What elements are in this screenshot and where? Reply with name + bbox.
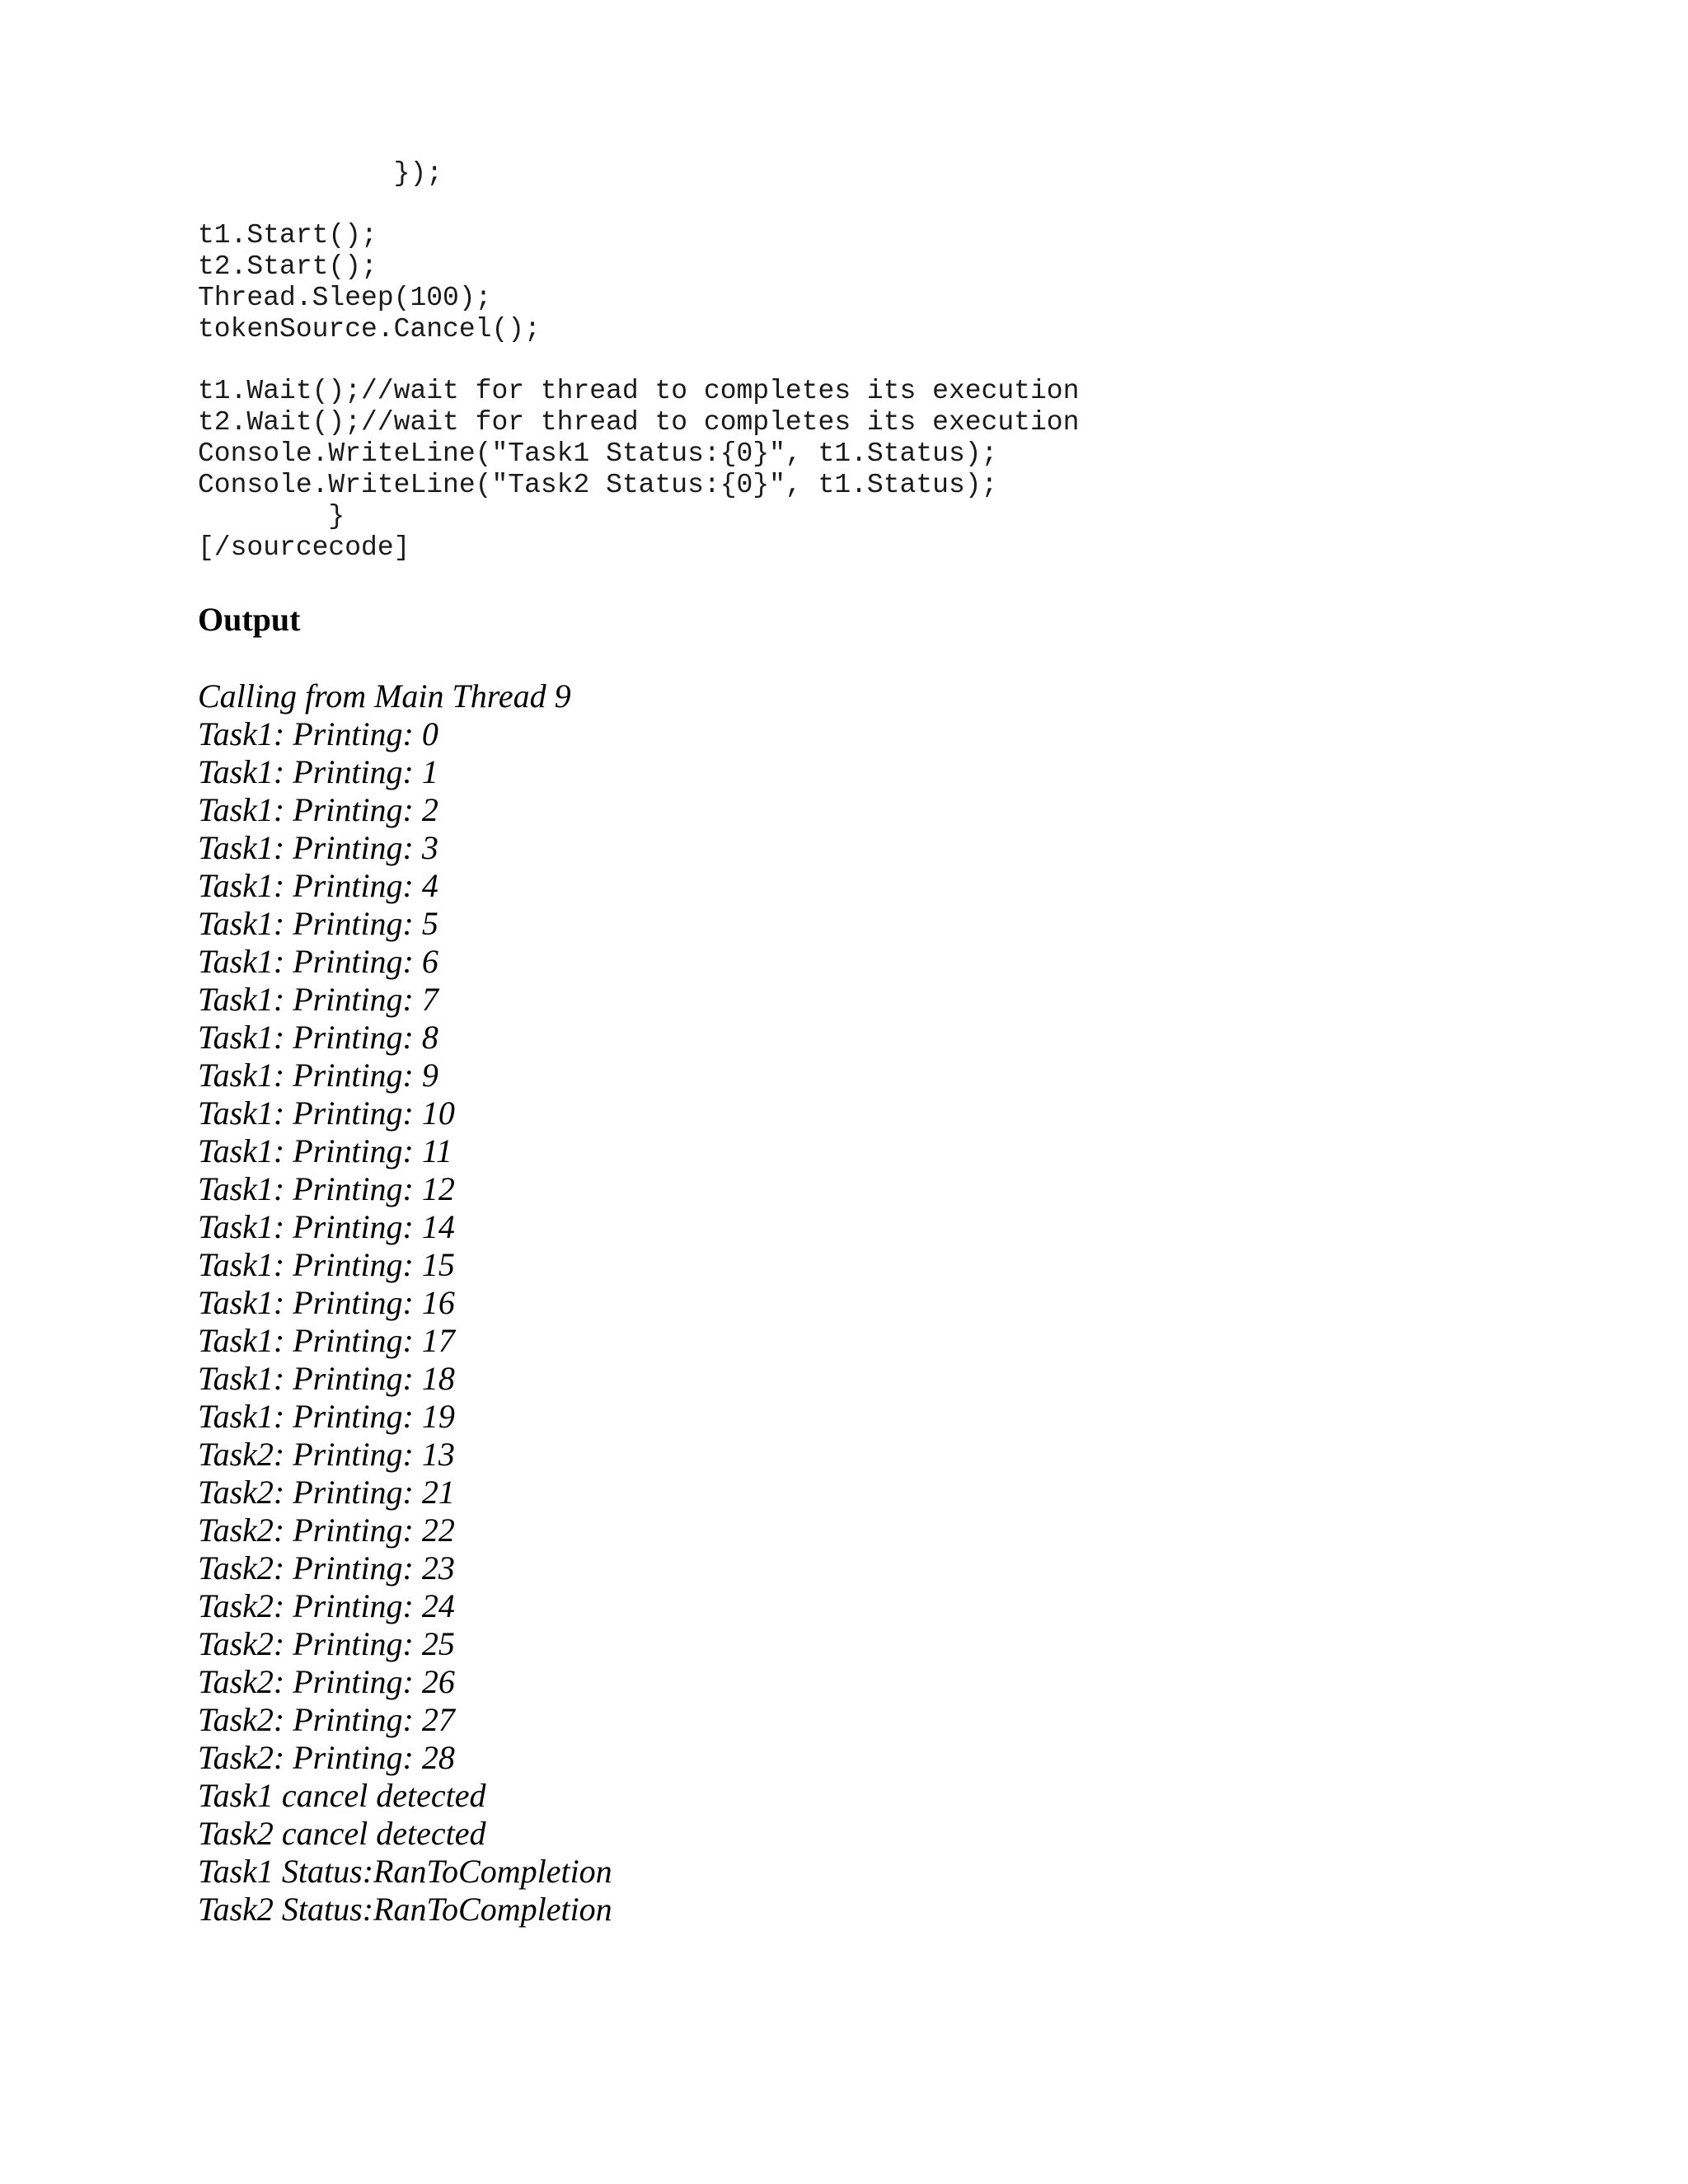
code-spacer: [198, 345, 1079, 376]
code-line: Thread.Sleep(100);: [198, 283, 492, 313]
output-line: Task1: Printing: 18: [198, 1360, 455, 1397]
output-line: Task2: Printing: 24: [198, 1587, 455, 1624]
output-line: Task2: Printing: 28: [198, 1739, 455, 1776]
code-line: t2.Start();: [198, 251, 377, 282]
output-line: Task2: Printing: 13: [198, 1436, 455, 1473]
code-line: t1.Wait();//wait for thread to completes its execution: [198, 376, 1080, 406]
output-line: Task1: Printing: 19: [198, 1398, 455, 1435]
output-line: Task1: Printing: 7: [198, 981, 438, 1018]
output-line: Task2 cancel detected: [198, 1815, 486, 1852]
output-line: Task1: Printing: 6: [198, 943, 438, 980]
code-line: tokenSource.Cancel();: [198, 314, 541, 344]
output-line: Task1: Printing: 14: [198, 1208, 455, 1245]
code-line: t2.Wait();//wait for thread to completes its execution: [198, 407, 1080, 438]
output-line: Task1 Status:RanToCompletion: [198, 1853, 612, 1890]
output-line: Task1: Printing: 10: [198, 1094, 455, 1132]
code-spacer: [198, 190, 1079, 220]
output-line: Task2: Printing: 22: [198, 1511, 455, 1549]
output-line: Task2: Printing: 26: [198, 1663, 455, 1700]
code-block: [198, 158, 1079, 564]
output-heading: Output: [198, 601, 301, 638]
output-line: Task2 Status:RanToCompletion: [198, 1891, 612, 1928]
output-list: [198, 677, 612, 1929]
output-line: Task1: Printing: 1: [198, 753, 438, 790]
output-line: Task1: Printing: 8: [198, 1019, 438, 1056]
code-line: t1.Start();: [198, 220, 377, 251]
output-line: Task2: Printing: 23: [198, 1549, 455, 1586]
code-line: Console.WriteLine("Task1 Status:{0}", t1.Status);: [198, 438, 998, 469]
output-line: Task1: Printing: 2: [198, 791, 438, 828]
code-line: }: [198, 501, 345, 532]
output-line: Task1 cancel detected: [198, 1777, 486, 1814]
output-line: Task1: Printing: 16: [198, 1284, 455, 1321]
output-line: Task1: Printing: 9: [198, 1057, 438, 1094]
output-line: Task1: Printing: 5: [198, 905, 438, 942]
output-line: Task1: Printing: 0: [198, 715, 438, 752]
output-line: Task1: Printing: 12: [198, 1170, 455, 1207]
code-line: });: [198, 158, 443, 189]
output-line: Task1: Printing: 11: [198, 1132, 452, 1169]
output-line: Task1: Printing: 17: [198, 1322, 455, 1359]
output-line: Task2: Printing: 25: [198, 1625, 455, 1662]
code-line: [/sourcecode]: [198, 532, 410, 563]
output-line: Task1: Printing: 4: [198, 867, 438, 904]
code-line: Console.WriteLine("Task2 Status:{0}", t1.Status);: [198, 470, 998, 500]
output-line: Task2: Printing: 27: [198, 1701, 455, 1738]
output-line: Task1: Printing: 3: [198, 829, 438, 866]
output-line: Calling from Main Thread 9: [198, 677, 571, 715]
output-line: Task1: Printing: 15: [198, 1246, 455, 1283]
output-line: Task2: Printing: 21: [198, 1474, 455, 1511]
